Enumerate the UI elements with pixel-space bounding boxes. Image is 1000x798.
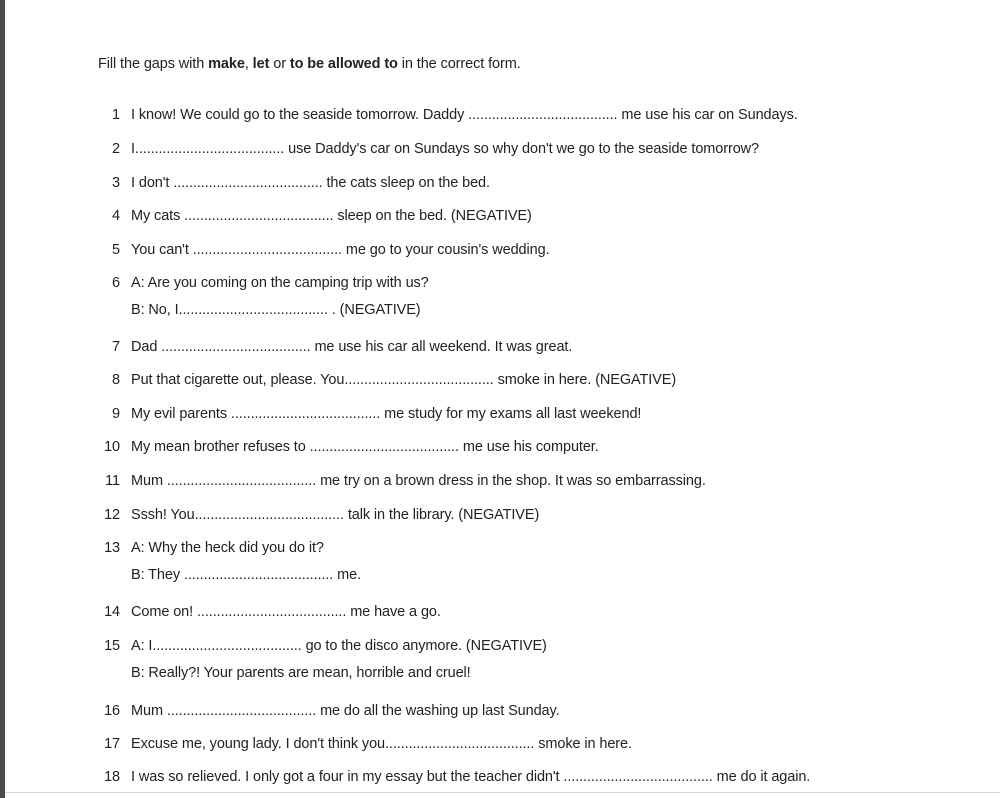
exercise-number: 14 [104, 604, 120, 620]
exercise-number: 9 [112, 406, 120, 422]
exercise-number: 13 [104, 540, 120, 556]
exercise-text: My mean brother refuses to ...................................... me use his computer. [131, 439, 599, 455]
exercise-text: You can't ...................................... me go to your cousin's wedding. [131, 242, 550, 258]
exercise-text: B: No, I...................................... . (NEGATIVE) [131, 302, 421, 318]
instruction-word-allowed: to be allowed to [289, 56, 398, 72]
exercise-text: Excuse me, young lady. I don't think you...................................... smoke in here. [131, 736, 632, 752]
exercise-number: 8 [112, 372, 120, 388]
exercise-text: I know! We could go to the seaside tomorrow. Daddy ...................................... me use his car on Sundays. [131, 107, 798, 123]
instruction-word-make: make [208, 56, 245, 72]
exercise-text: My evil parents ...................................... me study for my exams all last weekend! [131, 406, 642, 422]
exercise-text: I don't ...................................... the cats sleep on the bed. [131, 175, 490, 191]
exercise-number: 15 [104, 638, 120, 654]
exercise-number: 17 [104, 736, 120, 752]
exercise-text: Come on! ...................................... me have a go. [131, 604, 441, 620]
exercise-number: 5 [112, 242, 120, 258]
viewer-left-border [0, 0, 5, 798]
page-bottom-edge [5, 792, 1000, 793]
instruction-word-let: let [252, 56, 270, 72]
exercise-text: Mum ...................................... me do all the washing up last Sunday. [131, 703, 560, 719]
exercise-text: A: I...................................... go to the disco anymore. (NEGATIVE) [131, 638, 547, 654]
exercise-number: 2 [112, 141, 120, 157]
exercise-text: A: Why the heck did you do it? [131, 540, 324, 556]
exercise-number: 10 [104, 439, 120, 455]
exercise-text: B: Really?! Your parents are mean, horrible and cruel! [131, 665, 471, 681]
exercise-text: Mum ...................................... me try on a brown dress in the shop. It was so embarrassing. [131, 473, 706, 489]
exercise-number: 7 [112, 339, 120, 355]
exercise-text: B: They ...................................... me. [131, 567, 362, 583]
exercise-text: Dad ...................................... me use his car all weekend. It was great. [131, 339, 573, 355]
exercise-number: 4 [112, 208, 120, 224]
exercise-text: I was so relieved. I only got a four in my essay but the teacher didn't ...................................... me do it again. [131, 769, 811, 785]
exercise-number: 16 [104, 703, 120, 719]
exercise-text: Put that cigarette out, please. You...................................... smoke in here. (NEGATIVE) [131, 372, 677, 388]
exercise-number: 12 [104, 507, 120, 523]
exercise-text: Sssh! You...................................... talk in the library. (NEGATIVE) [131, 507, 540, 523]
exercise-text: My cats ...................................... sleep on the bed. (NEGATIVE) [131, 208, 532, 224]
exercise-number: 1 [112, 107, 120, 123]
exercise-number: 3 [112, 175, 120, 191]
exercise-number: 6 [112, 275, 120, 291]
exercise-text: I...................................... use Daddy's car on Sundays so why don't we go to the seaside tomorrow? [131, 141, 759, 157]
exercise-number: 11 [105, 473, 120, 489]
instruction: Fill the gaps with make, let or to be allowed to in the correct form. [98, 56, 521, 72]
exercise-text: A: Are you coming on the camping trip with us? [131, 275, 429, 291]
exercise-number: 18 [104, 769, 120, 785]
